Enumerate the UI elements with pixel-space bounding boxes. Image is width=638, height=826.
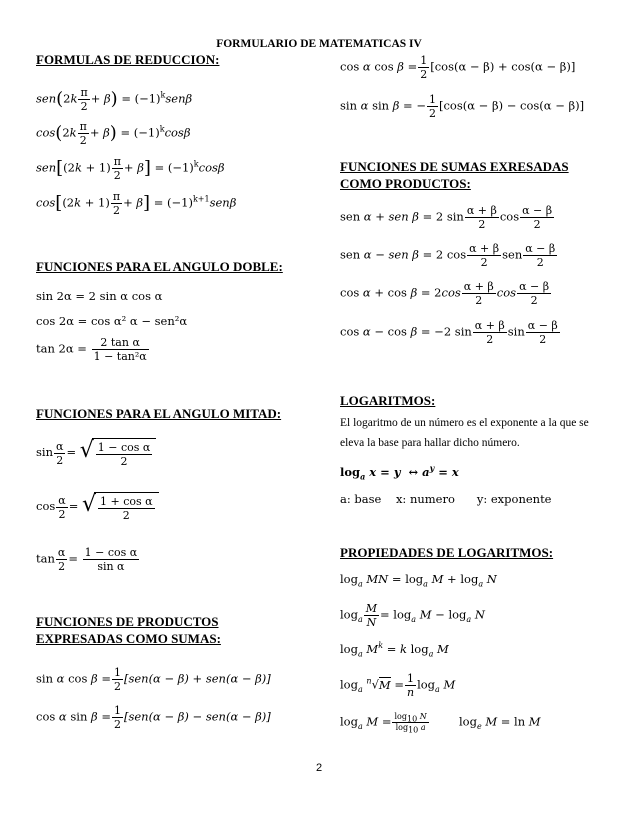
legend-numero: x: numero: [395, 492, 455, 506]
heading-reduccion: FORMULAS DE REDUCCION:: [36, 52, 220, 67]
formula-sin-sin: sin α sin β = − $\frac{1}{2}$ [cos(α − β) − cos(α − β)]: [340, 93, 585, 120]
formula-log-cociente: $\log_a$ $\frac{M}{N}$ = $\log_a M - \log_a N$: [340, 602, 485, 629]
heading-propiedades: PROPIEDADES DE LOGARITMOS:: [340, 545, 554, 560]
formula-cos-mitad: cos $\frac{\alpha}{2}$ = √ $\frac{\text{1 + cos α}}{2}$: [36, 492, 159, 522]
page-number: 2: [315, 762, 323, 774]
formula-log-definition: $\log_a x = y$ ↔ $a^y = x$: [340, 463, 459, 482]
heading-angulo-mitad: FUNCIONES PARA EL ANGULO MITAD:: [36, 406, 282, 421]
formula-log-producto: $\log_a$ MN = $\log_a M + \log_a N$: [340, 572, 497, 589]
formula-reduccion-1: sen(2k $\frac{\pi}{2}$ + $\beta) = (-1)^ksen\beta$: [36, 86, 193, 113]
page-title: FORMULARIO DE MATEMATICAS IV: [216, 38, 422, 50]
formula-reduccion-3: sen[(2k + 1) $\frac{\pi}{2}$ + $\beta] = (-1)^k\cos\beta$: [36, 155, 225, 182]
heading-productos: FUNCIONES DE PRODUCTOS EXPRESADAS COMO SUMAS:: [36, 614, 221, 646]
heading-angulo-doble: FUNCIONES PARA EL ANGULO DOBLE:: [36, 259, 283, 274]
formula-sin-doble: sin 2α = 2 sin α cos α: [36, 289, 163, 303]
formula-resta-sen: sen α − sen β = 2 cos $\frac{\alpha + \beta}{2}$ sen $\frac{\alpha - \beta}{2}$: [340, 242, 556, 269]
legend-base: a: base: [340, 492, 382, 506]
formula-cos-cos: cos α cos β = $\frac{1}{2}$ [cos(α − β) + cos(α − β)]: [340, 54, 576, 81]
logaritmo-definition: El logaritmo de un número es el exponente a la que se eleva la base para hallar dicho número.: [340, 417, 589, 449]
heading-sumas: FUNCIONES DE SUMAS EXRESADAS COMO PRODUCTOS:: [340, 159, 569, 191]
heading-logaritmos: LOGARITMOS:: [340, 393, 436, 408]
formula-tan-doble: tan 2α = $\frac{\text{2 tan α}}{\text{1 − tan²α}}$: [36, 336, 147, 363]
formula-producto-sin-cos: sin α cos β = $\frac{1}{2}$ [sen(α − β) + sen(α − β)]: [36, 666, 271, 693]
formula-log-potencia: $\log_a M^k = k$ $\log_a M$: [340, 641, 449, 659]
legend-exponente: y: exponente: [476, 492, 552, 506]
formula-reduccion-2: cos(2k $\frac{\pi}{2}$ + $\beta) = (-1)^k\cos\beta$: [36, 120, 191, 147]
formula-log-raiz: $\log_a ^n√M$ = $\frac{1}{n}$ $\log_a M$: [340, 672, 456, 699]
formula-producto-cos-sin: cos α sin β = $\frac{1}{2}$ [sen(α − β) − sen(α − β)]: [36, 704, 271, 731]
formula-reduccion-4: cos[(2k + 1) $\frac{\pi}{2}$ + $\beta] = (-1)^{k+1}sen\beta$: [36, 190, 237, 217]
formula-resta-cos: cos α − cos β = −2 sin $\frac{\alpha + \beta}{2}$ sin $\frac{\alpha - \beta}{2}$: [340, 319, 558, 346]
log-legend: [340, 492, 552, 506]
formula-sin-mitad: sin $\frac{\alpha}{2}$ = √ $\frac{\text{1 − cos α}}{2}$: [36, 438, 156, 468]
formula-tan-mitad: tan $\frac{\alpha}{2}$ = $\frac{\text{1 − cos α}}{\text{sin α}}$: [36, 546, 138, 573]
formula-log-cambio-base: $\log_a M$ = $\frac{\log_{10} N}{\log_{10} a}$ $\log_e M = \ln M$: [340, 712, 541, 735]
formula-cos-doble: cos 2α = cos α² α − sen²α: [36, 314, 188, 328]
formula-suma-cos: cos α + cos β = 2cos $\frac{\alpha + \beta}{2}$ cos $\frac{\alpha - \beta}{2}$: [340, 280, 550, 307]
formula-suma-sen: sen α + sen β = 2 sin $\frac{\alpha + \beta}{2}$ cos $\frac{\alpha - \beta}{2}$: [340, 204, 553, 231]
